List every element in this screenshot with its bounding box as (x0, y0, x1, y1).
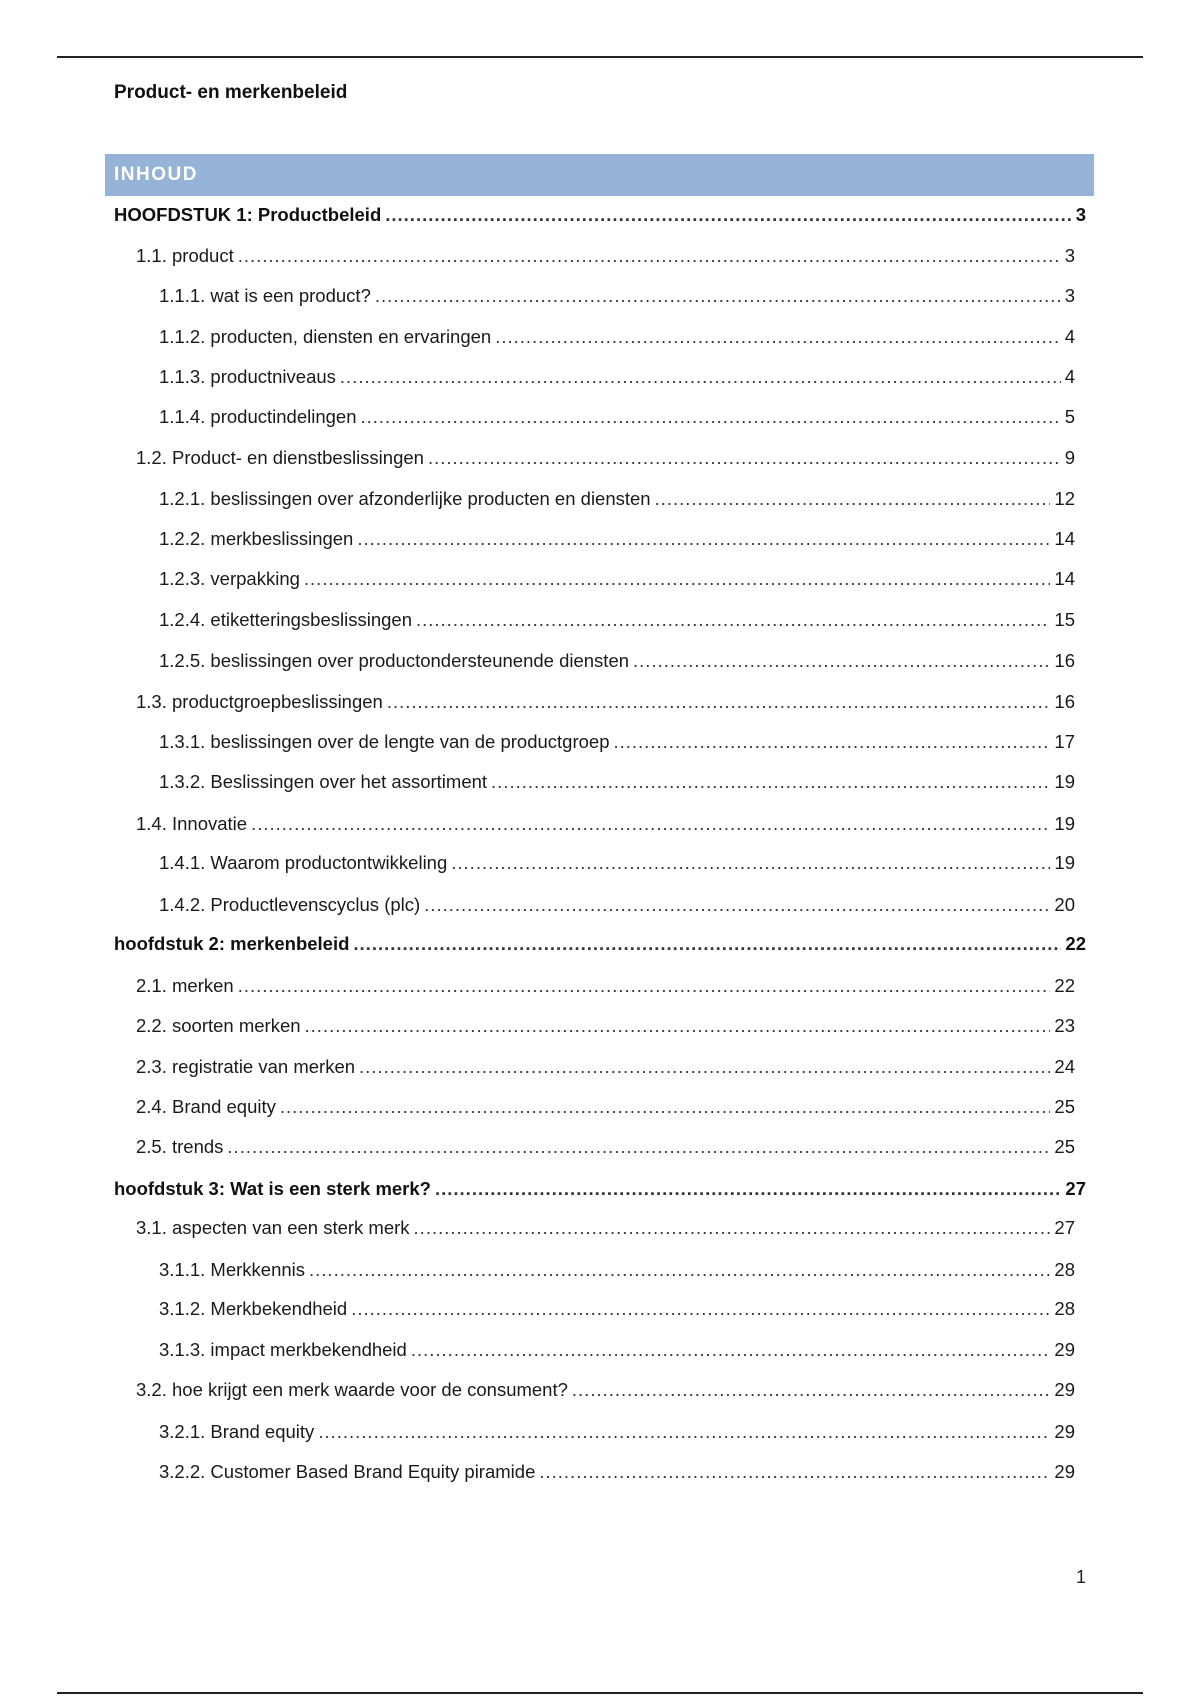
toc-entry-label: 1.1. product (136, 245, 234, 266)
toc-leader-dots (251, 809, 1050, 839)
toc-entry[interactable] (159, 605, 1075, 635)
toc-entry-page: 19 (1054, 771, 1075, 792)
toc-entry[interactable] (159, 564, 1075, 594)
toc-entry-page: 29 (1054, 1421, 1075, 1442)
header-rule (57, 56, 1143, 58)
toc-leader-dots (318, 1417, 1050, 1447)
toc-entry-page: 27 (1054, 1217, 1075, 1238)
toc-entry-page: 4 (1064, 366, 1075, 387)
toc-entry[interactable] (159, 1294, 1075, 1324)
toc-entry-page: 25 (1054, 1136, 1075, 1157)
toc-leader-dots (414, 1213, 1051, 1243)
toc-entry-page: 3 (1075, 204, 1086, 225)
toc-entry-page: 29 (1054, 1461, 1075, 1482)
toc-entry-label: 3.2. hoe krijgt een merk waarde voor de consument? (136, 1379, 568, 1400)
toc-leader-dots (309, 1255, 1050, 1285)
toc-entry-label: 3.2.2. Customer Based Brand Equity piramide (159, 1461, 536, 1482)
toc-leader-dots (435, 1174, 1061, 1204)
toc-entry[interactable] (159, 1255, 1075, 1285)
toc-entry-page: 27 (1065, 1178, 1086, 1199)
toc-entry[interactable] (159, 1457, 1075, 1487)
toc-entry-page: 3 (1064, 285, 1075, 306)
toc-leader-dots (360, 402, 1060, 432)
toc-leader-dots (428, 443, 1061, 473)
toc-entry-label: 2.4. Brand equity (136, 1096, 276, 1117)
toc-leader-dots (411, 1335, 1051, 1365)
toc-entry[interactable] (159, 362, 1075, 392)
toc-entry-label: 1.4.1. Waarom productontwikkeling (159, 852, 448, 873)
toc-entry-label: 3.1. aspecten van een sterk merk (136, 1217, 410, 1238)
toc-leader-dots (280, 1092, 1051, 1122)
toc-leader-dots (633, 646, 1050, 676)
toc-entry-page: 17 (1054, 731, 1075, 752)
toc-entry[interactable] (136, 1375, 1075, 1405)
toc-leader-dots (351, 1294, 1050, 1324)
toc-entry-label: 1.2.4. etiketteringsbeslissingen (159, 609, 412, 630)
toc-entry-label: 2.1. merken (136, 975, 234, 996)
toc-entry[interactable] (159, 767, 1075, 797)
toc-leader-dots (305, 1011, 1051, 1041)
footer-rule (57, 1692, 1143, 1694)
toc-entry-label: 2.2. soorten merken (136, 1015, 301, 1036)
toc-entry[interactable] (136, 1092, 1075, 1122)
toc-leader-dots (353, 929, 1061, 959)
toc-entry-page: 15 (1054, 609, 1075, 630)
toc-leader-dots (227, 1132, 1050, 1162)
toc-entry[interactable] (159, 322, 1075, 352)
toc-entry-page: 25 (1054, 1096, 1075, 1117)
toc-leader-dots (424, 890, 1050, 920)
toc-entry[interactable] (136, 1011, 1075, 1041)
toc-entry[interactable] (136, 1132, 1075, 1162)
toc-entry-page: 29 (1054, 1339, 1075, 1360)
toc-entry-page: 20 (1054, 894, 1075, 915)
toc-entry-label: 3.2.1. Brand equity (159, 1421, 315, 1442)
toc-entry[interactable] (159, 1335, 1075, 1365)
toc-entry-label: 1.1.4. productindelingen (159, 406, 357, 427)
toc-entry-label: 2.3. registratie van merken (136, 1056, 356, 1077)
toc-entry-label: 1.2.3. verpakking (159, 568, 300, 589)
toc-entry[interactable] (114, 929, 1086, 959)
toc-entry[interactable] (136, 443, 1075, 473)
toc-entry[interactable] (159, 848, 1075, 878)
toc-entry-page: 14 (1054, 528, 1075, 549)
toc-entry-page: 16 (1054, 691, 1075, 712)
toc-entry-page: 4 (1064, 326, 1075, 347)
toc-entry-label: 1.3.2. Beslissingen over het assortiment (159, 771, 488, 792)
toc-heading: INHOUD (105, 154, 1094, 196)
toc-entry[interactable] (159, 890, 1075, 920)
toc-leader-dots (539, 1457, 1050, 1487)
toc-leader-dots (357, 524, 1050, 554)
toc-entry-label: 3.1.1. Merkkennis (159, 1259, 306, 1280)
toc-entry[interactable] (136, 241, 1075, 271)
toc-leader-dots (375, 281, 1061, 311)
toc-entry-page: 16 (1054, 650, 1075, 671)
toc-entry[interactable] (136, 1052, 1075, 1082)
toc-leader-dots (359, 1052, 1050, 1082)
toc-leader-dots (491, 767, 1050, 797)
toc-entry-page: 19 (1054, 852, 1075, 873)
toc-entry-page: 12 (1054, 488, 1075, 509)
toc-entry-label: 1.1.2. producten, diensten en ervaringen (159, 326, 492, 347)
toc-entry[interactable] (136, 809, 1075, 839)
toc-entry-label: 3.1.2. Merkbekendheid (159, 1298, 348, 1319)
toc-entry[interactable] (159, 727, 1075, 757)
toc-leader-dots (416, 605, 1050, 635)
document-title: Product- en merkenbeleid (114, 82, 348, 103)
toc-entry-page: 14 (1054, 568, 1075, 589)
toc-entry-page: 19 (1054, 813, 1075, 834)
toc-entry-label: 3.1.3. impact merkbekendheid (159, 1339, 407, 1360)
toc-leader-dots (572, 1375, 1051, 1405)
toc-leader-dots (613, 727, 1050, 757)
toc-entry-page: 28 (1054, 1259, 1075, 1280)
toc-entry-label: hoofdstuk 2: merkenbeleid (114, 933, 350, 954)
toc-entry[interactable] (114, 200, 1086, 230)
toc-entry-page: 24 (1054, 1056, 1075, 1077)
toc-leader-dots (655, 484, 1051, 514)
toc-entry[interactable] (159, 402, 1075, 432)
toc-entry[interactable] (159, 524, 1075, 554)
toc-entry[interactable] (159, 646, 1075, 676)
toc-leader-dots (495, 322, 1060, 352)
toc-entry[interactable] (136, 687, 1075, 717)
toc-entry-page: 29 (1054, 1379, 1075, 1400)
toc-entry-label: 1.2. Product- en dienstbeslissingen (136, 447, 424, 468)
toc-leader-dots (340, 362, 1061, 392)
toc-entry-label: 1.1.1. wat is een product? (159, 285, 371, 306)
toc-leader-dots (387, 687, 1051, 717)
toc-leader-dots (304, 564, 1051, 594)
toc-entry[interactable] (159, 281, 1075, 311)
toc-leader-dots (451, 848, 1050, 878)
toc-entry-label: 1.3.1. beslissingen over de lengte van de productgroep (159, 731, 610, 752)
toc-entry[interactable] (114, 1174, 1086, 1204)
toc-leader-dots (238, 971, 1051, 1001)
toc-entry-page: 22 (1054, 975, 1075, 996)
toc-entry-label: 1.1.3. productniveaus (159, 366, 336, 387)
toc-entry-label: 1.2.5. beslissingen over productondersteunende diensten (159, 650, 630, 671)
toc-entry-label: 1.3. productgroepbeslissingen (136, 691, 383, 712)
toc-entry-label: 1.2.1. beslissingen over afzonderlijke producten en diensten (159, 488, 651, 509)
toc-entry-label: HOOFDSTUK 1: Productbeleid (114, 204, 382, 225)
toc-entry-label: 1.2.2. merkbeslissingen (159, 528, 354, 549)
toc-entry-page: 22 (1065, 933, 1086, 954)
toc-entry-label: 1.4. Innovatie (136, 813, 248, 834)
page-number: 1 (1075, 1567, 1086, 1587)
toc-entry[interactable] (136, 971, 1075, 1001)
toc-leader-dots (385, 200, 1071, 230)
toc-entry-page: 28 (1054, 1298, 1075, 1319)
toc-entry[interactable] (159, 484, 1075, 514)
toc-entry-label: 2.5. trends (136, 1136, 224, 1157)
toc-entry-page: 3 (1064, 245, 1075, 266)
toc-entry-page: 23 (1054, 1015, 1075, 1036)
toc-entry[interactable] (136, 1213, 1075, 1243)
toc-entry[interactable] (159, 1417, 1075, 1447)
toc-entry-page: 9 (1064, 447, 1075, 468)
toc-entry-label: hoofdstuk 3: Wat is een sterk merk? (114, 1178, 431, 1199)
toc-entry-label: 1.4.2. Productlevenscyclus (plc) (159, 894, 421, 915)
toc-entry-page: 5 (1064, 406, 1075, 427)
toc-leader-dots (238, 241, 1061, 271)
